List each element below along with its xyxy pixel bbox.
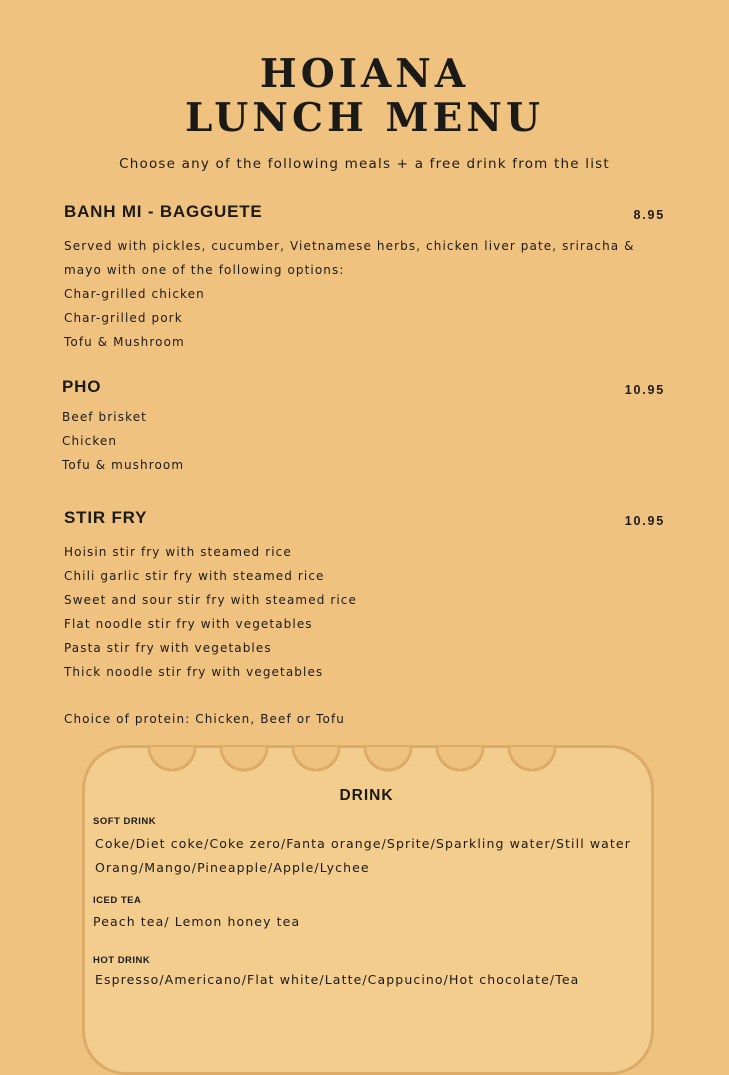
iced-tea-list: Peach tea/ Lemon honey tea [93,914,301,929]
soft-drink-list: Orang/Mango/Pineapple/Apple/Lychee [95,860,370,875]
pho-option: Tofu & mushroom [62,458,185,472]
drink-category-iced-tea: ICED TEA [93,895,142,906]
stir-fry-option: Pasta stir fry with vegetables [64,641,272,655]
drink-category-soft: SOFT DRINK [93,816,157,827]
banh-mi-option: Char-grilled chicken [64,287,205,301]
menu-title-line1: HOIANA [259,51,470,97]
menu-subtitle: Choose any of the following meals + a free drink from the list [119,156,610,172]
banh-mi-description-2: mayo with one of the following options: [64,263,345,277]
drink-category-hot: HOT DRINK [93,955,151,966]
banh-mi-option: Char-grilled pork [64,311,183,325]
section-title-stir-fry: STIR FRY [64,508,148,527]
soft-drink-list: Coke/Diet coke/Coke zero/Fanta orange/Sprite/Sparkling water/Still water [95,836,631,851]
section-title-pho: PHO [62,377,102,396]
pho-option: Beef brisket [62,410,147,424]
price-banh-mi: 8.95 [633,208,665,222]
pho-option: Chicken [62,434,118,448]
section-title-banh-mi: BANH MI - BAGGUETE [64,202,263,221]
stir-fry-option: Thick noodle stir fry with vegetables [64,665,324,679]
stir-fry-option: Sweet and sour stir fry with steamed rice [64,593,357,607]
price-stir-fry: 10.95 [624,514,665,528]
menu-title-line2: LUNCH MENU [185,95,544,141]
price-pho: 10.95 [624,383,665,397]
stir-fry-option: Hoisin stir fry with steamed rice [64,545,292,559]
stir-fry-protein-choice: Choice of protein: Chicken, Beef or Tofu [64,712,345,726]
banh-mi-option: Tofu & Mushroom [64,335,185,349]
drink-section-title: DRINK [339,787,394,804]
hot-drink-list: Espresso/Americano/Flat white/Latte/Cappucino/Hot chocolate/Tea [95,972,580,987]
stir-fry-option: Chili garlic stir fry with steamed rice [64,569,325,583]
stir-fry-option: Flat noodle stir fry with vegetables [64,617,313,631]
card-scallop-edge [0,738,729,778]
banh-mi-description-1: Served with pickles, cucumber, Vietnamese herbs, chicken liver pate, sriracha & [64,239,635,253]
